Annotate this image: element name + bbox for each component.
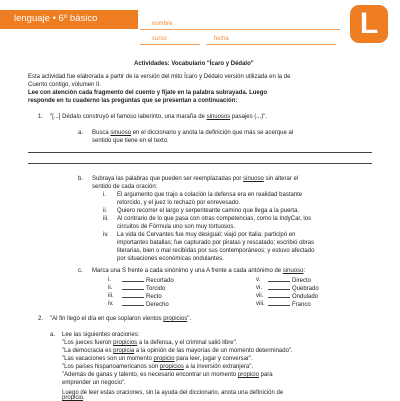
subject-logo	[350, 5, 388, 43]
word-option-number: i.	[108, 277, 111, 283]
instruction-line-2: responde en tu cuaderno las preguntas que se presentan a continuación:	[28, 98, 238, 104]
list-item: retorcido, y el juez lo rechazó por enrevesado.	[117, 200, 241, 206]
word-option: Directo	[268, 276, 311, 285]
list-item: La vida de Cervantes fue muy desigual: viajó por Italia; participó en	[117, 232, 296, 238]
word-option-number: vii.	[256, 293, 264, 299]
question-1b-letter: b.	[78, 176, 84, 182]
word-option: Recto	[122, 292, 162, 301]
answer-blank[interactable]	[268, 300, 290, 306]
closing-instruction: Luego de leer estas oraciones, sin la ayuda del diccionario, anota una definición de	[62, 390, 284, 396]
word-option: Franco	[268, 300, 311, 309]
list-item-number: i.	[103, 192, 106, 198]
list-item: importantes batallas; fue capturado por piratas y rescatado; escribió obras	[117, 240, 315, 246]
answer-blank[interactable]	[122, 292, 144, 298]
question-2a-letter: a.	[50, 332, 56, 338]
word-option-number: ii.	[108, 285, 113, 291]
example-sentence: "Los países hispanoamericanos son propicios a la inversión extranjera".	[62, 364, 254, 370]
answer-line-1a-1	[28, 152, 372, 153]
word-option: Recortado	[122, 276, 174, 285]
question-2a-text: Lee las siguientes oraciones:	[62, 332, 140, 338]
page-title: Actividades: Vocabulario "Ícaro y Dédalo"	[134, 61, 254, 67]
list-item-number: iii.	[103, 216, 109, 222]
instruction-line-1: Lee con atención cada fragmento del cuento y fíjate en la palabra subrayada. Luego	[28, 90, 268, 96]
intro-line-2: Cuento contigo, volumen II.	[28, 82, 102, 88]
example-sentence: "La democracia es propicia a la opinión de las mayorías de un momento determinado".	[62, 348, 293, 354]
answer-blank[interactable]	[268, 292, 290, 298]
question-1a-letter: a.	[78, 130, 84, 136]
example-sentence: "Además de ganas y talento, es necesario encontrar un momento propicio para	[62, 372, 273, 378]
answer-blank[interactable]	[122, 300, 144, 306]
example-sentence: emprender un negocio".	[62, 380, 126, 386]
date-line	[206, 44, 336, 45]
answer-line-1a-2	[28, 163, 372, 164]
word-option: Torcido	[122, 284, 165, 293]
list-item: literarias, bien o mal recibidas por sus contemporáneos; y estuvo afectado	[117, 248, 315, 254]
question-1b-text-2: sentido de cada oración:	[92, 184, 158, 190]
question-1c-text: Marca una S frente a cada sinónimo y una A frente a cada antónimo de sinuoso:	[92, 268, 306, 274]
subject-grade-label: lenguaje • 6º básico	[14, 13, 98, 24]
word-option: Quebrado	[268, 284, 319, 293]
list-item-number: ii.	[103, 208, 108, 214]
list-item: Al contrario de lo que pasa con otras competencias, como la IndyCar, los	[117, 216, 312, 222]
answer-blank[interactable]	[268, 284, 290, 290]
word-option-number: iv.	[108, 301, 114, 307]
date-label: fecha	[214, 36, 229, 42]
question-1-number: 1.	[38, 114, 44, 120]
word-option-number: vi.	[256, 285, 262, 291]
question-2-quote: "Al fin llegó el día en que soplaron vientos propicios".	[50, 316, 192, 322]
intro-line-1: Esta actividad fue elaborada a partir de la versión del mito Ícaro y Dédalo versión utilizada en la de	[28, 74, 291, 80]
closing-instruction-2: propicio.	[62, 395, 85, 401]
word-option-number: iii.	[108, 293, 114, 299]
example-sentence: "Las vacaciones son un momento propicio para leer, jugar y conversar".	[62, 356, 253, 362]
answer-blank[interactable]	[122, 276, 144, 282]
name-label: nombre	[152, 21, 173, 27]
name-line	[140, 29, 340, 30]
question-1-quote: "[...] Dédalo construyó el famoso laberinto, una maraña de sinuosos pasajes (...)".	[50, 114, 268, 120]
list-item-number: iv.	[103, 232, 109, 238]
question-1b-text: Subraya las palabras que pueden ser reemplazadas por sinuoso sin alterar el	[92, 176, 299, 182]
answer-blank[interactable]	[122, 284, 144, 290]
question-1a-text: Busca sinuoso en el diccionario y anota la definición que más se acerque al	[92, 130, 294, 136]
word-option: Ondulado	[268, 292, 318, 301]
list-item: El argumento que trajo a colación la defensa era en realidad bastante	[117, 192, 303, 198]
course-label: curso	[152, 36, 167, 42]
answer-blank[interactable]	[268, 276, 290, 282]
question-2-number: 2.	[38, 316, 44, 322]
list-item: circuitos de Fórmula uno son muy tortuosos.	[117, 224, 236, 230]
word-option-number: v.	[256, 277, 261, 283]
course-line	[140, 44, 200, 45]
word-option: Derecho	[122, 300, 169, 309]
list-item: Quiero recorrer el largo y serpenteante camino que llega a la puerta.	[117, 208, 300, 214]
question-1a-text-2: sentido que tiene en el texto.	[92, 138, 169, 144]
example-sentence: "Los jueces fueron propicios a la defensa, y el criminal salió libre".	[62, 340, 238, 346]
question-1c-letter: c.	[78, 268, 83, 274]
list-item: por situaciones económicas ondulantes.	[117, 256, 224, 262]
word-option-number: viii.	[256, 301, 265, 307]
logo-letter: L	[359, 7, 379, 40]
